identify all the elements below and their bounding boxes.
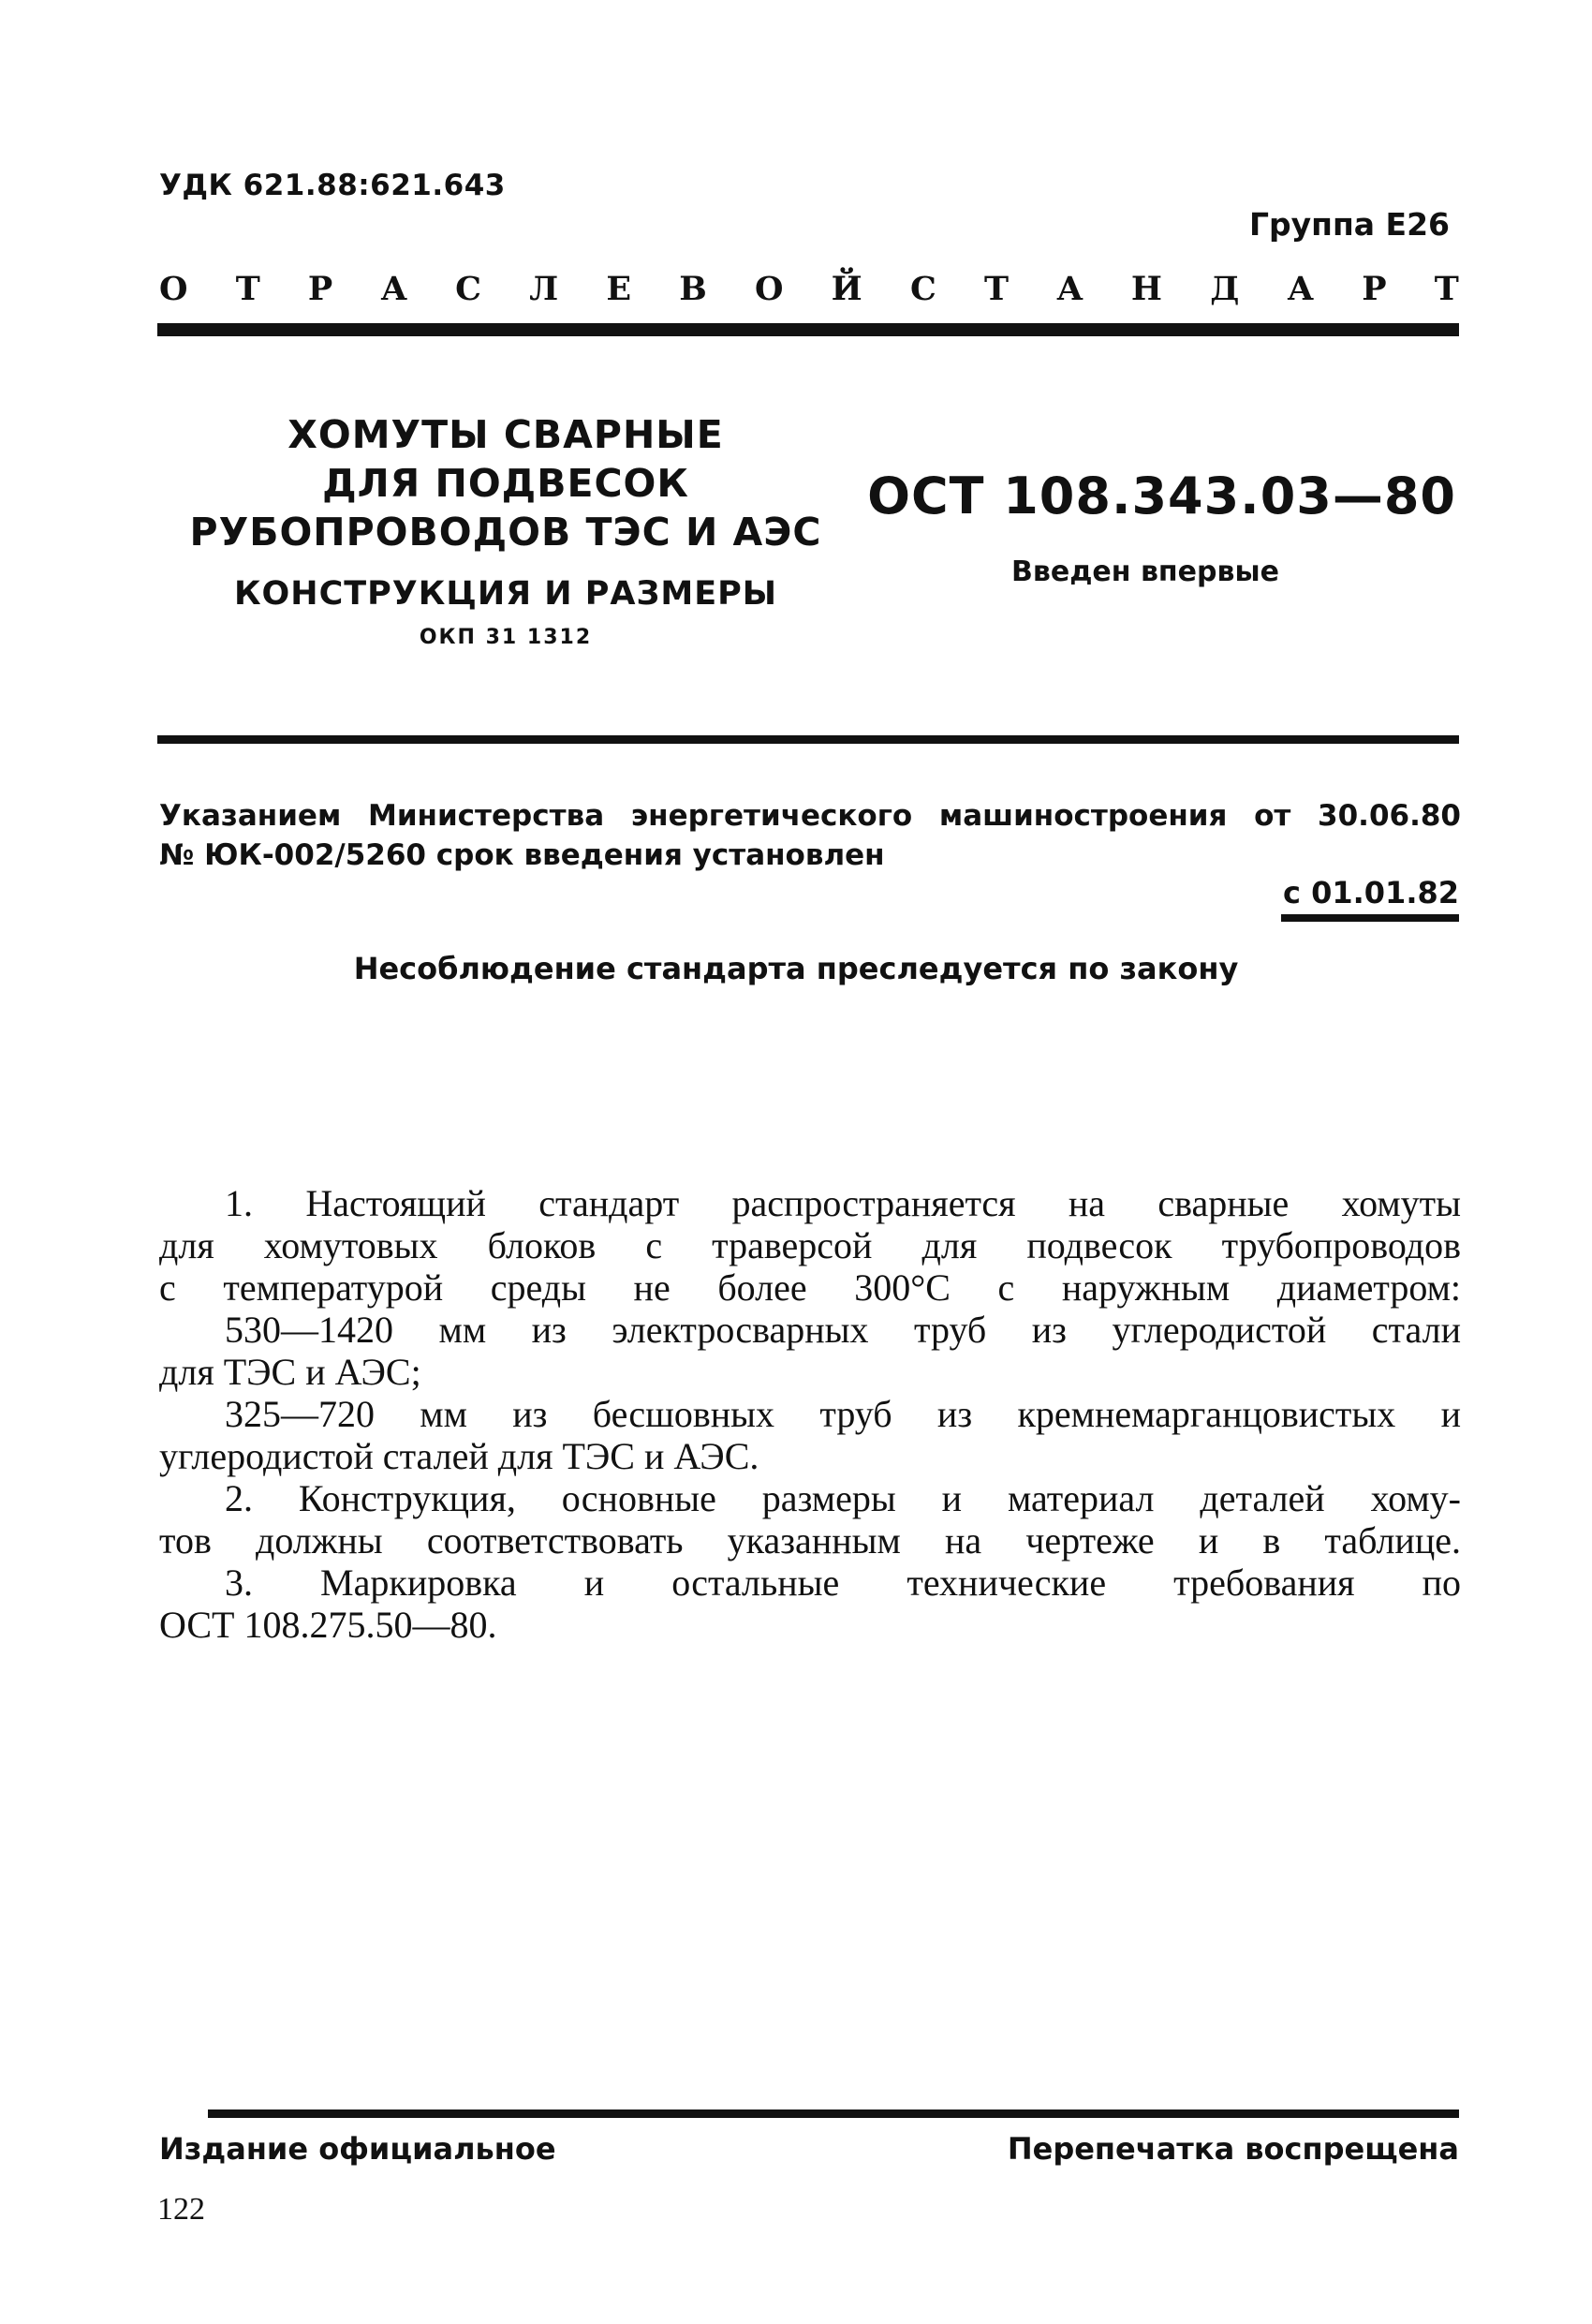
legal-notice: Несоблюдение стандарта преследуется по закону xyxy=(353,951,1239,986)
body-line: для ТЭС и АЭС; xyxy=(159,1351,421,1393)
banner-letter: А xyxy=(1287,270,1315,308)
banner-letter: Т xyxy=(1434,270,1459,308)
decree-line-1: Указанием Министерства энергетического машиностроения от 30.06.80 xyxy=(159,799,1461,833)
standard-status: Введен впервые xyxy=(1011,555,1279,588)
banner-letter: А xyxy=(380,270,407,308)
effective-date-underline xyxy=(1281,914,1459,922)
body-line: 2. Конструкция, основные размеры и материал деталей хому- xyxy=(225,1477,1461,1519)
banner-letter: О xyxy=(754,270,784,308)
body-line: 325—720 мм из бесшовных труб из кремнемарганцовистых и xyxy=(225,1393,1461,1435)
body-line: 3. Маркировка и остальные технические требования по xyxy=(225,1562,1461,1604)
industry-standard-banner xyxy=(159,270,1459,308)
banner-letter: Т xyxy=(235,270,260,308)
banner-letter: О xyxy=(159,270,188,308)
banner-letter: А xyxy=(1056,270,1083,308)
banner-letter: Е xyxy=(606,270,632,308)
udk-code: УДК 621.88:621.643 xyxy=(159,169,506,202)
title-line-2: ДЛЯ ПОДВЕСОК xyxy=(322,461,689,506)
banner-letter: Н xyxy=(1130,270,1162,308)
standard-title-block xyxy=(159,410,852,649)
body-line: углеродистой сталей для ТЭС и АЭС. xyxy=(159,1435,759,1477)
header-divider xyxy=(157,323,1459,336)
effective-date: с 01.01.82 xyxy=(1282,875,1459,910)
title-line-1: ХОМУТЫ СВАРНЫЕ xyxy=(287,412,724,457)
group-code: Группа Е26 xyxy=(1249,206,1450,243)
banner-letter: Р xyxy=(1362,270,1387,308)
decree-line-2: № ЮК-002/5260 срок введения установлен xyxy=(159,838,885,872)
banner-letter: Р xyxy=(307,270,333,308)
title-divider xyxy=(157,735,1459,744)
body-line: 1. Настоящий стандарт распространяется на сварные хомуты xyxy=(225,1182,1461,1224)
banner-letter: С xyxy=(909,270,936,308)
footer-divider xyxy=(208,2109,1459,2118)
banner-letter: Д xyxy=(1210,270,1240,308)
title-line-3: РУБОПРОВОДОВ ТЭС И АЭС xyxy=(189,510,822,555)
decree-text xyxy=(159,796,1461,875)
okp-code: ОКП 31 1312 xyxy=(419,626,593,649)
page-number: 122 xyxy=(157,2192,205,2227)
body-line: тов должны соответствовать указанным на чертеже и в таблице. xyxy=(159,1519,1461,1562)
banner-letter: Л xyxy=(529,270,559,308)
body-line: 530—1420 мм из электросварных труб из углеродистой стали xyxy=(225,1309,1461,1351)
body-line: для хомутовых блоков с траверсой для подвесок трубопроводов xyxy=(159,1224,1461,1266)
standard-number: ОСТ 108.343.03—80 xyxy=(867,466,1456,525)
title-subtitle: КОНСТРУКЦИЯ И РАЗМЕРЫ xyxy=(233,575,778,613)
banner-letter: В xyxy=(679,270,707,308)
official-edition-note: Издание официальное xyxy=(159,2131,556,2167)
banner-letter: Й xyxy=(831,270,862,308)
body-line: ОСТ 108.275.50—80. xyxy=(159,1604,497,1646)
body-line: с температурой среды не более 300°С с наружным диаметром: xyxy=(159,1266,1461,1309)
banner-letter: Т xyxy=(983,270,1010,308)
reprint-prohibited-note: Перепечатка воспрещена xyxy=(1007,2131,1459,2167)
standard-body xyxy=(159,1182,1461,1646)
banner-letter: С xyxy=(455,270,481,308)
